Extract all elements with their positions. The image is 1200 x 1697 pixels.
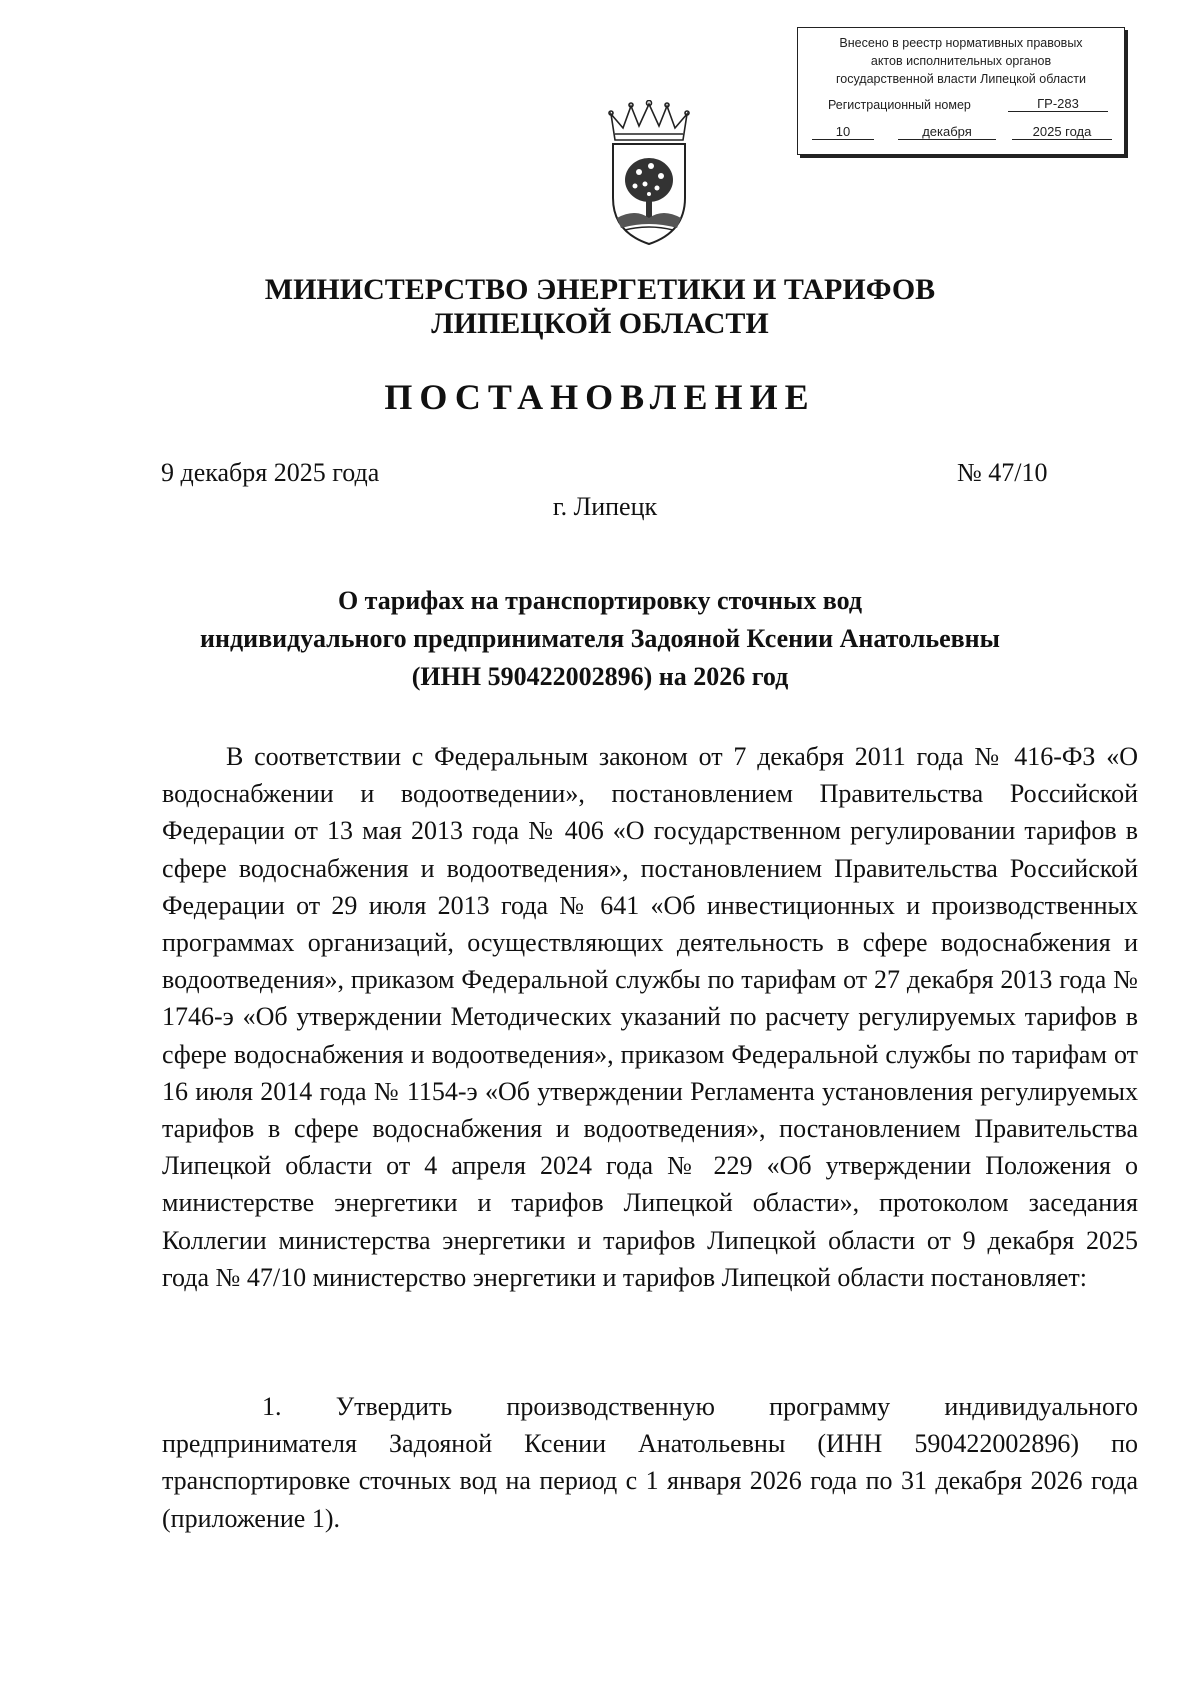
document-type: ПОСТАНОВЛЕНИЕ bbox=[384, 377, 816, 417]
stamp-line-2: актов исполнительных органов bbox=[870, 54, 1052, 68]
stamp-reg-number: ГР-283 bbox=[1008, 96, 1108, 112]
decree-items bbox=[162, 1388, 1138, 1537]
preamble bbox=[162, 738, 1138, 1296]
preamble-paragraph: В соответствии с Федеральным законом от 7 декабря 2011 года № 416-ФЗ «О водоснабжении и водоотведении», постановлением Правительства Российской Федерации от 13 мая 2013 года № 406 «О государственном регулировании тарифов в сфере водоснабжения и водоотведения», постановлением Правительства Российской Федерации от 29 июля 2013 года № 641 «Об инвестиционных и производственных программах организаций, осуществляющих деятельность в сфере водоснабжения и водоотведения», приказом Федеральной службы по тарифам от 27 декабря 2013 года № 1746-э «Об утверждении Методических указаний по расчету регулируемых тарифов в сфере водоснабжения и водоотведения», приказом Федеральной службы по тарифам от 16 июля 2014 года № 1154-э «Об утверждении Регламента установления регулируемых тарифов в сфере водоснабжения и водоотведения», постановлением Правительства Липецкой области от 4 апреля 2024 года № 229 «Об утверждении Положения о министерстве энергетики и тарифов Липецкой области», протоколом заседания Коллегии министерства энергетики и тарифов Липецкой области от 9 декабря 2025 года № 47/10 министерство энергетики и тарифов Липецкой области постановляет: bbox=[162, 742, 1138, 1292]
document-number: № 47/10 bbox=[957, 458, 1048, 487]
stamp-year: 2025 года bbox=[1012, 124, 1112, 140]
stamp-line-1: Внесено в реестр нормативных правовых bbox=[839, 36, 1083, 50]
decree-item-1: 1. Утвердить производственную программу индивидуального предпринимателя Задояной Ксении Анатольевны (ИНН 590422002896) по транспортировке сточных вод на период с 1 января 2026 года по 31 декабря 2026 года (приложение 1). bbox=[162, 1392, 1138, 1533]
registry-stamp bbox=[797, 27, 1125, 155]
ministry-name-line-1: МИНИСТЕРСТВО ЭНЕРГЕТИКИ И ТАРИФОВ bbox=[264, 273, 936, 306]
ministry-name-line-2: ЛИПЕЦКОЙ ОБЛАСТИ bbox=[431, 307, 769, 340]
title-line-3: (ИНН 590422002896) на 2026 год bbox=[411, 662, 789, 691]
stamp-month: декабря bbox=[898, 124, 996, 140]
stamp-day: 10 bbox=[812, 124, 874, 140]
document-city: г. Липецк bbox=[552, 492, 658, 521]
stamp-reg-label: Регистрационный номер bbox=[828, 98, 971, 112]
title-line-2: индивидуального предпринимателя Задояной Ксении Анатольевны bbox=[200, 624, 1000, 653]
document-date: 9 декабря 2025 года bbox=[161, 458, 380, 487]
title-line-1: О тарифах на транспортировку сточных вод bbox=[337, 586, 863, 615]
lipetsk-coat-of-arms-icon bbox=[605, 100, 693, 248]
stamp-line-3: государственной власти Липецкой области bbox=[835, 72, 1087, 86]
